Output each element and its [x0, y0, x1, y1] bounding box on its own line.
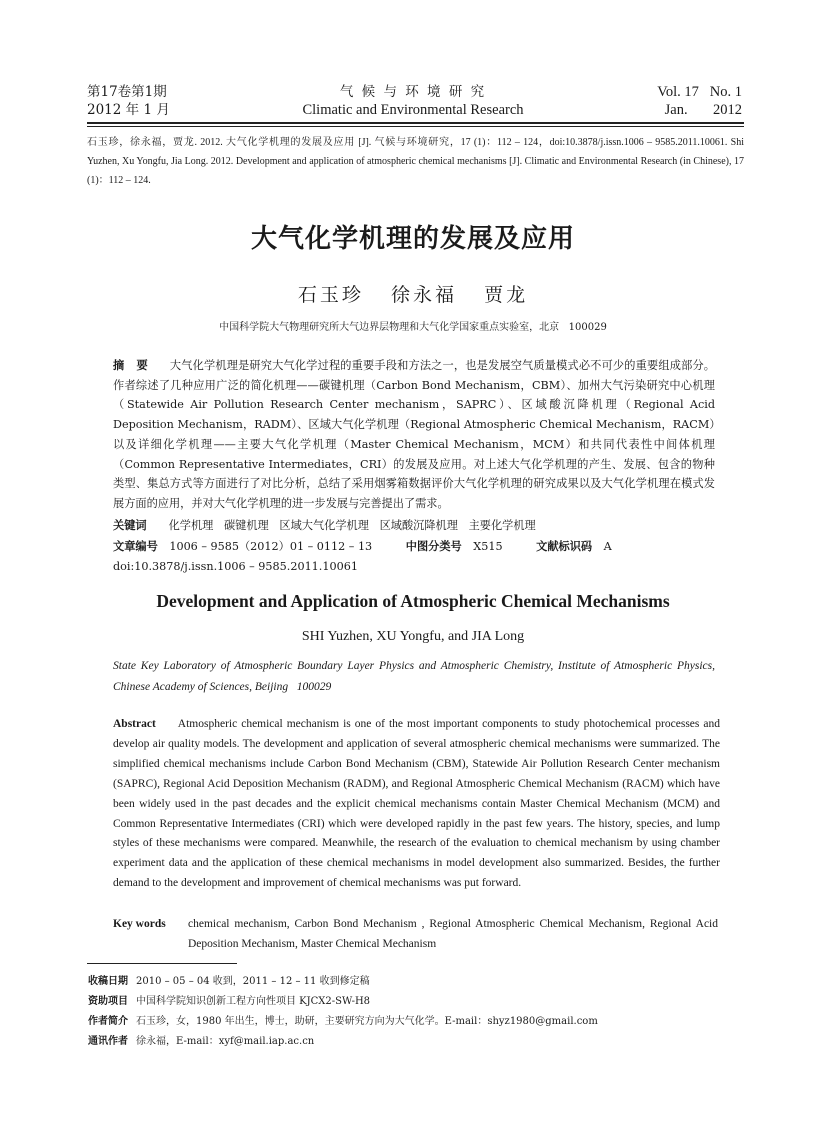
article-id-value: 1006 – 9585（2012）01 – 0112 – 13	[169, 540, 373, 553]
abstract-en-text: Atmospheric chemical mechanism is one of the most important components to study photochemical processes and develop air quality models. The development and application of several atmospheric chemical mechanisms were summarized. The simplified chemical mechanisms include Carbon Bond Mechanism (CBM), Statewide Air Pollution Research Center mechanism (SAPRC), Regional Acid Deposition Mechanism (RADM), and Regional Atmospheric Chemical Mechanism (RACM) which have been widely used in the past decades and the explicit chemical mechanisms contain Master Chemical Mechanism (MCM) and Common Representative Intermediates (CRI) which were developed rapidly in the past few years. The history, species, and lump styles of these mechanisms were compared. Meanwhile, the research of the evaluation to chemical mechanism by using chamber experiment data and the application of these chemical mechanisms in model development also summarized. Besides, the further demand to the development and improvement of chemical mechanisms was put forward.	[113, 718, 720, 890]
footnote-label: 作者简介	[88, 1016, 128, 1027]
footnote-label: 收稿日期	[88, 976, 128, 987]
affiliation-en: State Key Laboratory of Atmospheric Boundary Layer Physics and Atmospheric Chemistry, Institute of Atmospheric Physics, Chinese Academy of Sciences, Beijing 100029	[113, 660, 718, 693]
issue-date-cn: 2012 年 1 月	[87, 102, 170, 118]
authors-cn: 石玉珍 徐永福 贾龙	[297, 284, 529, 306]
footnote-author-bio	[88, 1012, 598, 1032]
journal-name-cn: 气 候 与 环 境 研 究	[339, 84, 487, 100]
issue-number-cn: 第17卷第1期	[87, 84, 167, 100]
abstract-cn	[113, 356, 715, 514]
doi: doi:10.3878/j.issn.1006 – 9585.2011.10061	[113, 560, 358, 573]
footnote-rule	[87, 963, 237, 964]
footnote-text: 石玉珍，女，1980 年出生，博士，助研，主要研究方向为大气化学。E-mail：shyz1980@gmail.com	[136, 1016, 598, 1027]
abstract-cn-label: 摘 要	[113, 359, 148, 372]
abstract-en	[113, 715, 720, 894]
keywords-cn	[113, 516, 536, 535]
paper-title-en: Development and Application of Atmospheric Chemical Mechanisms	[156, 591, 670, 611]
keywords-cn-label: 关键词	[113, 519, 147, 532]
abstract-en-label: Abstract	[113, 718, 156, 730]
header-rule-thin	[87, 126, 744, 127]
article-id-label: 文章编号	[113, 540, 158, 553]
class-number-label: 中图分类号	[405, 540, 462, 553]
keywords-cn-text: 化学机理 碳键机理 区域大气化学机理 区域酸沉降机理 主要化学机理	[168, 519, 536, 532]
authors-en: SHI Yuzhen, XU Yongfu, and JIA Long	[301, 629, 525, 644]
footnote-received	[88, 972, 370, 992]
citation-block: 石玉珍，徐永福，贾龙. 2012. 大气化学机理的发展及应用 [J]. 气候与环境研究，17 (1)：112 – 124，doi:10.3878/j.issn.1006 – 9585.2011.10061. Shi Yuzhen, Xu Yongfu, Jia Long. 2012. Development and application of atmospheric chemical mechanisms [J]. Climatic and Environmental Research (in Chinese), 17 (1)：112 – 124.	[87, 137, 744, 186]
footnote-text: 中国科学院知识创新工程方向性项目 KJCX2-SW-H8	[136, 996, 371, 1007]
class-number-value: X515	[473, 540, 503, 553]
paper-title-cn: 大气化学机理的发展及应用	[250, 224, 575, 254]
keywords-en	[113, 915, 720, 954]
doc-code-value: A	[603, 540, 612, 553]
doc-code-label: 文献标识码	[536, 540, 593, 553]
article-info	[113, 537, 612, 556]
volume-number: Vol. 17 No. 1	[657, 84, 742, 100]
affiliation-cn: 中国科学院大气物理研究所大气边界层物理和大气化学国家重点实验室，北京 100029	[219, 322, 607, 333]
header-rule-thick	[87, 122, 744, 124]
footnote-corresponding	[88, 1032, 314, 1052]
abstract-cn-text: 大气化学机理是研究大气化学过程的重要手段和方法之一，也是发展空气质量模式必不可少的重要组成部分。作者综述了几种应用广泛的简化机理——碳键机理（Carbon Bond Mechanism，CBM）、加州大气污染研究中心机理（Statewide Air Pollution Research Center mechanism，SAPRC）、区域酸沉降机理（Regional Acid Deposition Mechanism，RADM）、区域大气化学机理（Regional Atmospheric Chemical Mechanism，RACM）以及详细化学机理——主要大气化学机理（Master Chemical Mechanism，MCM）和共同代表性中间体机理（Common Representative Intermediates，CRI）的发展及应用。对上述大气化学机理的产生、发展、包含的物种类型、集总方式等方面进行了对比分析，总结了采用烟雾箱数据评价大气化学机理的研究成果以及大气化学机理在模式发展方面的应用，并对大气化学机理的进一步发展与完善提出了需求。	[113, 359, 715, 510]
footnote-text: 2010 – 05 – 04 收到，2011 – 12 – 11 收到修定稿	[136, 976, 370, 987]
footnote-label: 资助项目	[88, 996, 128, 1007]
footnote-text: 徐永福，E-mail：xyf@mail.iap.ac.cn	[136, 1036, 315, 1047]
keywords-en-text: chemical mechanism, Carbon Bond Mechanism , Regional Atmospheric Chemical Mechanism, Regional Acid Deposition Mechanism, Master Chemical Mechanism	[188, 918, 718, 950]
journal-name-en: Climatic and Environmental Research	[302, 102, 524, 118]
keywords-en-label: Key words	[113, 918, 166, 930]
footnote-label: 通讯作者	[88, 1036, 128, 1047]
footnote-funding	[88, 992, 370, 1012]
issue-date-en: Jan. 2012	[664, 102, 742, 118]
